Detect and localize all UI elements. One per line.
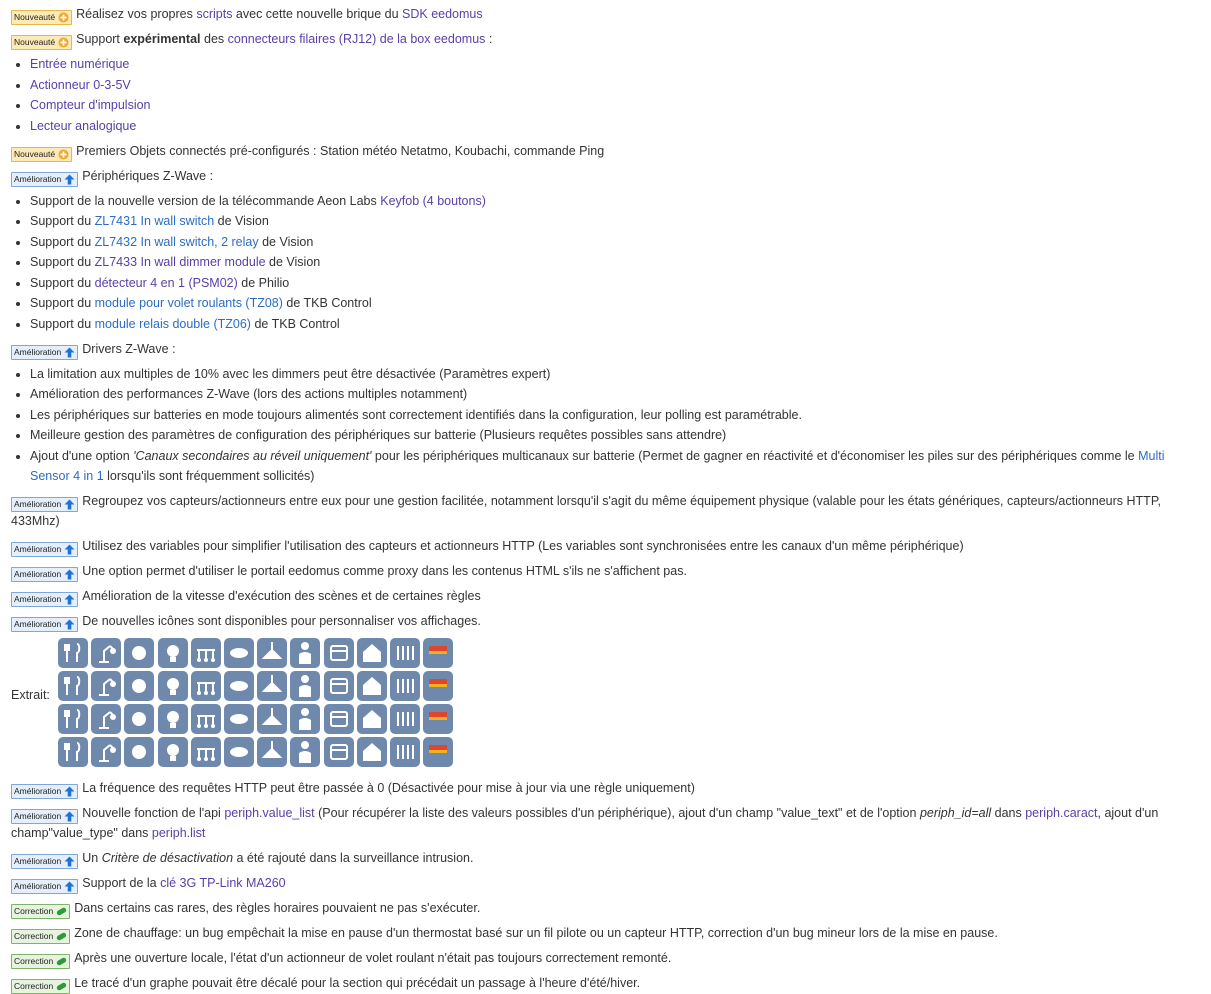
scripts-link[interactable]: scripts	[196, 7, 233, 21]
badge-improvement: Amélioration	[11, 542, 78, 557]
entry-zwave: Amélioration Périphériques Z-Wave :	[11, 166, 1205, 186]
entry-http-freq: Amélioration La fréquence des requêtes HTTP peut être passée à 0 (Désactivée pour mise à jour via une règle uniquement)	[11, 778, 1205, 798]
entry-fix-4: Correction Le tracé d'un graphe pouvait être décalé pour la section qui précédait un passage à l'heure d'été/hiver.	[11, 973, 1205, 993]
coffee-cup-icon	[357, 704, 387, 734]
badge-fix: Correction	[11, 904, 70, 919]
desk-lamp-icon	[91, 638, 121, 668]
plus-icon	[58, 149, 69, 160]
entry-speed: Amélioration Amélioration de la vitesse d'exécution des scènes et de certaines règles	[11, 586, 1205, 606]
pendant-lamp-icon	[324, 638, 354, 668]
fridge-icon	[191, 671, 221, 701]
ceiling-light-icon	[290, 638, 320, 668]
tree-icon	[390, 737, 420, 767]
entry-group: Amélioration Regroupez vos capteurs/actionneurs entre eux pour une gestion facilitée, notamment lorsqu'il s'agit du même équipement physique (valable pour les états génériques, capteurs/actionneurs HTTP, 433Mhz)	[11, 493, 1162, 528]
window-closed-icon	[357, 671, 387, 701]
list-item: • Support du module pour volet roulants (TZ08) de TKB Control	[30, 293, 1205, 313]
caract-link[interactable]: periph.caract	[1025, 805, 1098, 820]
list-item: • Compteur d'impulsion	[30, 95, 1205, 115]
list-item: • Entrée numérique	[30, 54, 1205, 74]
pendant-shade-icon	[357, 638, 387, 668]
refrigerator-icon	[124, 704, 154, 734]
badge-new: Nouveauté	[11, 147, 72, 162]
bandage-icon	[56, 931, 67, 942]
baby-bodysuit-icon	[58, 671, 88, 701]
badge-improvement: Amélioration	[11, 784, 78, 799]
list-item: • Support du ZL7433 In wall dimmer module de Vision	[30, 252, 1205, 272]
rj12-list	[11, 54, 1205, 136]
awning-open-icon	[423, 671, 453, 701]
clapperboard-icon	[58, 737, 88, 767]
entry-variables: Amélioration Utilisez des variables pour simplifier l'utilisation des capteurs et actionneurs HTTP (Les variables sont synchronisées entre les canaux d'un même périphérique)	[11, 536, 1205, 556]
entry-icons: Amélioration De nouvelles icônes sont disponibles pour personnaliser vos affichages.	[11, 611, 1205, 631]
badge-improvement: Amélioration	[11, 809, 78, 824]
badge-improvement: Amélioration	[11, 567, 78, 582]
list-item: • Les périphériques sur batteries en mode toujours alimentés sont correctement identifiés dans la configuration, leur polling est paramétrable.	[30, 405, 1205, 425]
cocktail-icon	[324, 704, 354, 734]
arrow-up-icon	[64, 786, 75, 797]
badge-fix: Correction	[11, 954, 70, 969]
badge-new: Nouveauté	[11, 35, 72, 50]
tplink-link[interactable]: clé 3G TP-Link MA260	[160, 875, 286, 890]
arrow-up-icon	[64, 569, 75, 580]
grass-icon	[357, 737, 387, 767]
periph-list-link[interactable]: periph.list	[151, 825, 206, 840]
tv-icon	[124, 737, 154, 767]
remote-control-icon	[390, 704, 420, 734]
monitor-icon	[158, 737, 188, 767]
chandelier-icon	[257, 638, 287, 668]
plus-icon	[58, 12, 69, 23]
sofa-icon	[423, 704, 453, 734]
arrow-up-icon	[64, 347, 75, 358]
entry-fix-2: Correction Zone de chauffage: un bug empêchait la mise en pause d'un thermostat basé sur un fil pilote ou un capteur HTTP, correction d'un bug mineur lors de la mise en pause.	[11, 923, 1205, 943]
badge-improvement: Amélioration	[11, 172, 78, 187]
badge-improvement: Amélioration	[11, 854, 78, 869]
multisensor-link[interactable]: Multi Sensor 4 in 1	[30, 448, 1165, 483]
badge-improvement: Amélioration	[11, 497, 78, 512]
stairs-icon	[257, 704, 287, 734]
entry-criteria: Amélioration Un Critère de désactivation a été rajouté dans la surveillance intrusion.	[11, 848, 1205, 868]
entry-proxy: Amélioration Une option permet d'utiliser le portail eedomus comme proxy dans les contenus HTML s'ils ne s'affichent pas.	[11, 561, 1205, 581]
gamepad-icon	[158, 671, 188, 701]
sdk-link[interactable]: SDK eedomus	[402, 7, 483, 21]
wall-lamp-icon	[124, 638, 154, 668]
list-item: • Support du détecteur 4 en 1 (PSM02) de Philio	[30, 273, 1205, 293]
value-list-link[interactable]: periph.value_list	[224, 805, 315, 820]
pacifier-icon	[324, 737, 354, 767]
arrow-up-icon	[64, 811, 75, 822]
cutlery-icon	[58, 638, 88, 668]
list-item: • Support du ZL7431 In wall switch de Vision	[30, 211, 1205, 231]
router-icon	[191, 737, 221, 767]
entry-scripts: Nouveauté Réalisez vos propres scripts avec cette nouvelle brique du SDK eedomus	[11, 4, 1205, 24]
heartbeat-icon	[91, 671, 121, 701]
list-item: • Actionneur 0-3-5V	[30, 75, 1205, 95]
badge-fix: Correction	[11, 929, 70, 944]
bandage-icon	[56, 981, 67, 992]
list-item: • Support du ZL7432 In wall switch, 2 relay de Vision	[30, 232, 1205, 252]
zwave-list	[11, 191, 1205, 334]
arrow-up-icon	[64, 174, 75, 185]
hanger-icon	[91, 704, 121, 734]
arrow-up-icon	[64, 499, 75, 510]
list-item: • Ajout d'une option 'Canaux secondaires au réveil uniquement' pour les périphériques multicanaux sur batterie (Permet de gagner en réactivité et d'économiser les piles sur des périphériques comme le Multi Sensor 4 in 1 lorsqu'ils sont fréquemment sollicités)	[30, 446, 1205, 486]
entry-fix-1: Correction Dans certains cas rares, des règles horaires pouvaient ne pas s'exécuter.	[11, 898, 1205, 918]
badge-improvement: Amélioration	[11, 592, 78, 607]
extract-label: Extrait:	[11, 687, 50, 702]
list-item: • Amélioration des performances Z-Wave (lors des actions multiples notamment)	[30, 384, 1205, 404]
badge-new: Nouveauté	[11, 10, 72, 25]
window-open-icon	[324, 671, 354, 701]
drivers-list	[11, 364, 1205, 486]
house-icon	[257, 671, 287, 701]
badge-improvement: Amélioration	[11, 617, 78, 632]
arrow-up-icon	[64, 544, 75, 555]
entry-fix-3: Correction Après une ouverture locale, l'état d'un actionneur de volet roulant n'était pas toujours correctement remonté.	[11, 948, 1205, 968]
shower-icon	[124, 671, 154, 701]
spot-lamp-icon	[158, 638, 188, 668]
arrow-up-icon	[64, 881, 75, 892]
sink-icon	[224, 704, 254, 734]
list-item: • Lecteur analogique	[30, 116, 1205, 136]
bandage-icon	[56, 906, 67, 917]
entry-api: Amélioration Nouvelle fonction de l'api periph.value_list (Pour récupérer la liste des valeurs possibles d'un périphérique), ajout d'un champ "value_text" et de l'option periph_id=all dans periph.caract, ajout d'un champ"value_type" dans periph.list	[11, 805, 1159, 840]
bulb-icon	[224, 638, 254, 668]
arrow-up-icon	[64, 856, 75, 867]
list-item: • Support du module relais double (TZ06) de TKB Control	[30, 314, 1205, 334]
bandage-icon	[56, 956, 67, 967]
awning-icon	[390, 671, 420, 701]
boy-icon	[390, 638, 420, 668]
list-item: • Meilleure gestion des paramètres de configuration des périphériques sur batterie (Plusieurs requêtes possibles sans attendre)	[30, 425, 1205, 445]
girl-icon	[423, 638, 453, 668]
speaker-icon	[91, 737, 121, 767]
arrow-up-icon	[64, 619, 75, 630]
entry-objects: Nouveauté Premiers Objets connectés pré-configurés : Station météo Netatmo, Koubachi, commande Ping	[11, 141, 1205, 161]
roller-shutter-icon	[58, 704, 88, 734]
radiator-icon	[290, 671, 320, 701]
bookshelf-icon	[158, 704, 188, 734]
laptop-icon	[224, 737, 254, 767]
badge-improvement: Amélioration	[11, 345, 78, 360]
rj12-link[interactable]: connecteurs filaires (RJ12) de la box eedomus	[227, 32, 486, 46]
garland-icon	[191, 638, 221, 668]
arrow-up-icon	[64, 594, 75, 605]
entry-rj12: Nouveauté Support expérimental des connecteurs filaires (RJ12) de la box eedomus :	[11, 29, 1205, 49]
music-note-icon	[257, 737, 287, 767]
entry-drivers: Amélioration Drivers Z-Wave :	[11, 339, 1205, 359]
list-item: • Support de la nouvelle version de la télécommande Aeon Labs Keyfob (4 boutons)	[30, 191, 1205, 211]
leaf-icon	[423, 737, 453, 767]
badge-improvement: Amélioration	[11, 879, 78, 894]
smartphone-icon	[290, 737, 320, 767]
toilet-icon	[191, 704, 221, 734]
badge-fix: Correction	[11, 979, 70, 994]
fence-icon	[290, 704, 320, 734]
list-item: • La limitation aux multiples de 10% avec les dimmers peut être désactivée (Paramètres expert)	[30, 364, 1205, 384]
washing-machine-icon	[224, 671, 254, 701]
entry-tplink: Amélioration Support de la clé 3G TP-Link MA260	[11, 873, 1205, 893]
icon-extract	[11, 636, 1205, 772]
plus-icon	[58, 37, 69, 48]
